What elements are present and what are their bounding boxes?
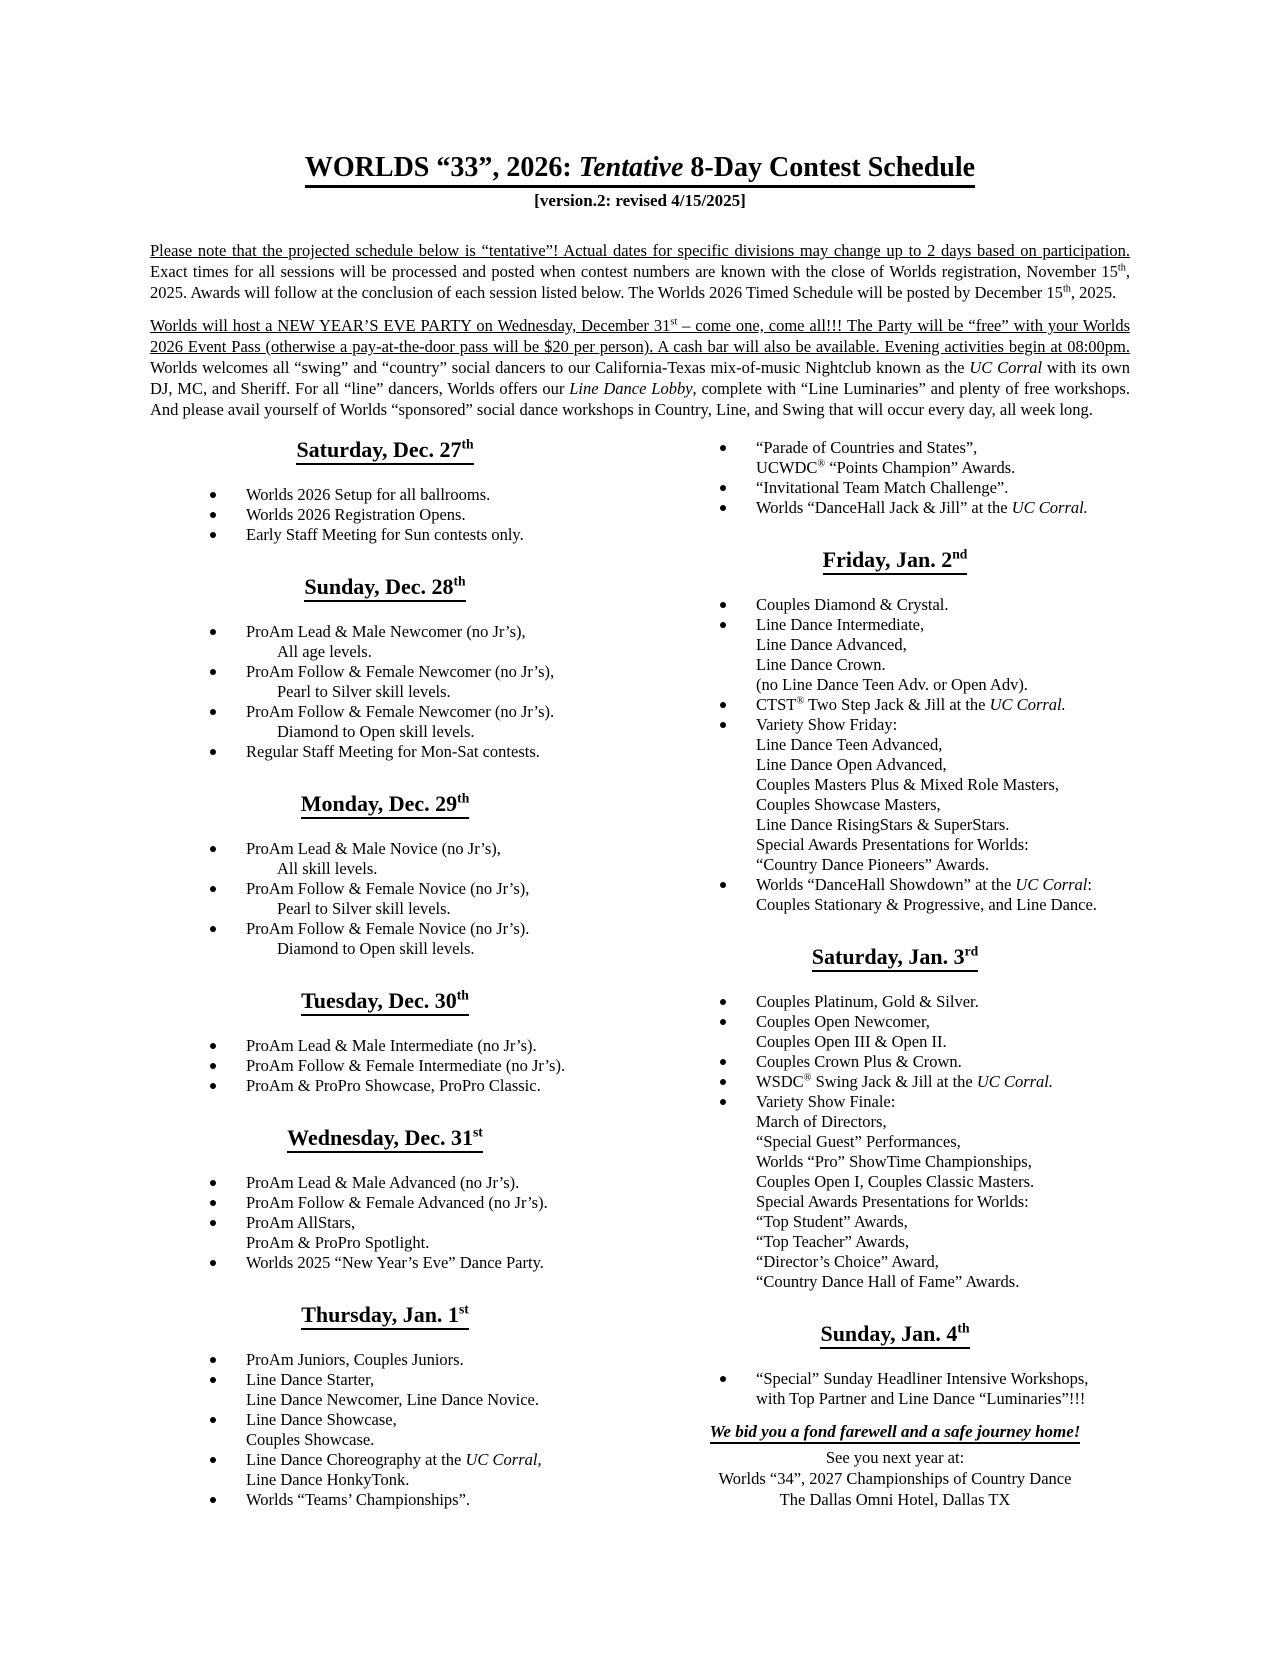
footer-line: The Dallas Omni Hotel, Dallas TX bbox=[779, 1490, 1011, 1509]
schedule-columns bbox=[150, 436, 1130, 1510]
day-items bbox=[150, 485, 620, 545]
schedule-item: Variety Show Friday: Line Dance Teen Advanced, Line Dance Open Advanced, Couples Masters Plus & Mixed Role Masters, Couples Showcase Masters, Line Dance RisingStars & SuperStars. Special Awards Presentations for Worlds: “Country Dance Pioneers” Awards. bbox=[660, 715, 1130, 875]
day-heading-monday-dec-29th: Monday, Dec. 29th bbox=[150, 790, 620, 818]
intro-section bbox=[150, 240, 1130, 420]
schedule-item: Worlds “DanceHall Jack & Jill” at the UC Corral. bbox=[660, 498, 1130, 518]
schedule-item: Couples Crown Plus & Crown. bbox=[660, 1052, 1130, 1072]
schedule-item: ProAm Follow & Female Newcomer (no Jr’s), Pearl to Silver skill levels. bbox=[150, 662, 620, 702]
footer-line: Worlds “34”, 2027 Championships of Country Dance bbox=[718, 1469, 1072, 1488]
schedule-item: ProAm Follow & Female Novice (no Jr’s), Pearl to Silver skill levels. bbox=[150, 879, 620, 919]
day-items bbox=[150, 1173, 620, 1273]
schedule-item: Couples Diamond & Crystal. bbox=[660, 595, 1130, 615]
schedule-column-right bbox=[660, 436, 1130, 1510]
farewell-line: We bid you a fond farewell and a safe journey home! bbox=[660, 1421, 1130, 1443]
schedule-item: “Special” Sunday Headliner Intensive Workshops, with Top Partner and Line Dance “Luminaries”!!! bbox=[660, 1369, 1130, 1409]
day-items bbox=[150, 839, 620, 959]
day-heading-sunday-dec-28th: Sunday, Dec. 28th bbox=[150, 573, 620, 601]
schedule-item: ProAm & ProPro Showcase, ProPro Classic. bbox=[150, 1076, 620, 1096]
schedule-item: ProAm Follow & Female Newcomer (no Jr’s). Diamond to Open skill levels. bbox=[150, 702, 620, 742]
day-items bbox=[660, 1369, 1130, 1409]
schedule-item: Line Dance Intermediate, Line Dance Advanced, Line Dance Crown. (no Line Dance Teen Adv. or Open Adv). bbox=[660, 615, 1130, 695]
day-heading-friday-jan-2nd: Friday, Jan. 2nd bbox=[660, 546, 1130, 574]
schedule-item: “Parade of Countries and States”, UCWDC® “Points Champion” Awards. bbox=[660, 438, 1130, 478]
day-heading-thursday-jan-1st: Thursday, Jan. 1st bbox=[150, 1301, 620, 1329]
schedule-item: ProAm Follow & Female Advanced (no Jr’s). bbox=[150, 1193, 620, 1213]
schedule-item: CTST® Two Step Jack & Jill at the UC Corral. bbox=[660, 695, 1130, 715]
schedule-item: Worlds 2025 “New Year’s Eve” Dance Party. bbox=[150, 1253, 620, 1273]
schedule-item: Worlds 2026 Setup for all ballrooms. bbox=[150, 485, 620, 505]
schedule-item: Worlds “DanceHall Showdown” at the UC Corral: Couples Stationary & Progressive, and Line Dance. bbox=[660, 875, 1130, 915]
version-line: [version.2: revised 4/15/2025] bbox=[534, 191, 746, 210]
day-heading-sunday-jan-4th: Sunday, Jan. 4th bbox=[660, 1320, 1130, 1348]
schedule-item: Variety Show Finale: March of Directors, “Special Guest” Performances, Worlds “Pro” ShowTime Championships, Couples Open I, Couples Classic Masters. Special Awards Presentations for Worlds: “Top Student” Awards, “Top Teacher” Awards, “Director’s Choice” Award, “Country Dance Hall of Fame” Awards. bbox=[660, 1092, 1130, 1292]
schedule-item: ProAm Follow & Female Intermediate (no Jr’s). bbox=[150, 1056, 620, 1076]
footer-line: See you next year at: bbox=[825, 1448, 965, 1467]
day-items bbox=[660, 992, 1130, 1292]
schedule-item: ProAm Lead & Male Newcomer (no Jr’s), All age levels. bbox=[150, 622, 620, 662]
page-title: WORLDS “33”, 2026: Tentative 8-Day Contest Schedule bbox=[150, 152, 1130, 184]
schedule-item: ProAm Lead & Male Intermediate (no Jr’s). bbox=[150, 1036, 620, 1056]
schedule-item: Worlds “Teams’ Championships”. bbox=[150, 1490, 620, 1510]
day-items bbox=[660, 595, 1130, 915]
schedule-item: ProAm Lead & Male Advanced (no Jr’s). bbox=[150, 1173, 620, 1193]
schedule-item: ProAm Follow & Female Novice (no Jr’s). Diamond to Open skill levels. bbox=[150, 919, 620, 959]
schedule-item: WSDC® Swing Jack & Jill at the UC Corral. bbox=[660, 1072, 1130, 1092]
schedule-item: Line Dance Showcase, Couples Showcase. bbox=[150, 1410, 620, 1450]
day-items bbox=[150, 622, 620, 762]
schedule-item: Line Dance Starter, Line Dance Newcomer, Line Dance Novice. bbox=[150, 1370, 620, 1410]
schedule-item: ProAm Juniors, Couples Juniors. bbox=[150, 1350, 620, 1370]
schedule-item: “Invitational Team Match Challenge”. bbox=[660, 478, 1130, 498]
day-heading-saturday-dec-27th: Saturday, Dec. 27th bbox=[150, 436, 620, 464]
schedule-item: ProAm AllStars, ProAm & ProPro Spotlight. bbox=[150, 1213, 620, 1253]
day-items bbox=[660, 438, 1130, 518]
day-heading-wednesday-dec-31st: Wednesday, Dec. 31st bbox=[150, 1124, 620, 1152]
schedule-item: Early Staff Meeting for Sun contests only. bbox=[150, 525, 620, 545]
schedule-item: Couples Platinum, Gold & Silver. bbox=[660, 992, 1130, 1012]
day-items bbox=[150, 1350, 620, 1510]
schedule-item: Line Dance Choreography at the UC Corral, Line Dance HonkyTonk. bbox=[150, 1450, 620, 1490]
schedule-column-left bbox=[150, 436, 620, 1510]
schedule-item: Couples Open Newcomer, Couples Open III & Open II. bbox=[660, 1012, 1130, 1052]
day-heading-saturday-jan-3rd: Saturday, Jan. 3rd bbox=[660, 943, 1130, 971]
day-heading-tuesday-dec-30th: Tuesday, Dec. 30th bbox=[150, 987, 620, 1015]
intro-paragraph-2: Worlds will host a NEW YEAR’S EVE PARTY on Wednesday, December 31st – come one, come all!!! The Party will be “free” with your Worlds 2026 Event Pass (otherwise a pay-at-the-door pass will be $20 per person). A cash bar will also be available. Evening activities begin at 08:00pm. Worlds welcomes all “swing” and “country” social dancers to our California-Texas mix-of-music Nightclub known as the UC Corral with its own DJ, MC, and Sheriff. For all “line” dancers, Worlds offers our Line Dance Lobby, complete with “Line Luminaries” and plenty of free workshops. And please avail yourself of Worlds “sponsored” social dance workshops in Country, Line, and Swing that will occur every day, all week long. bbox=[150, 316, 1130, 419]
schedule-item: Regular Staff Meeting for Mon-Sat contests. bbox=[150, 742, 620, 762]
schedule-item: ProAm Lead & Male Novice (no Jr’s), All skill levels. bbox=[150, 839, 620, 879]
schedule-item: Worlds 2026 Registration Opens. bbox=[150, 505, 620, 525]
day-items bbox=[150, 1036, 620, 1096]
document-header bbox=[150, 152, 1130, 211]
closing-footer bbox=[660, 1421, 1130, 1510]
intro-paragraph-1: Please note that the projected schedule below is “tentative”! Actual dates for specific divisions may change up to 2 days based on participation. Exact times for all sessions will be processed and posted when contest numbers are known with the close of Worlds registration, November 15th, 2025. Awards will follow at the conclusion of each session listed below. The Worlds 2026 Timed Schedule will be posted by December 15th, 2025. bbox=[150, 241, 1130, 302]
